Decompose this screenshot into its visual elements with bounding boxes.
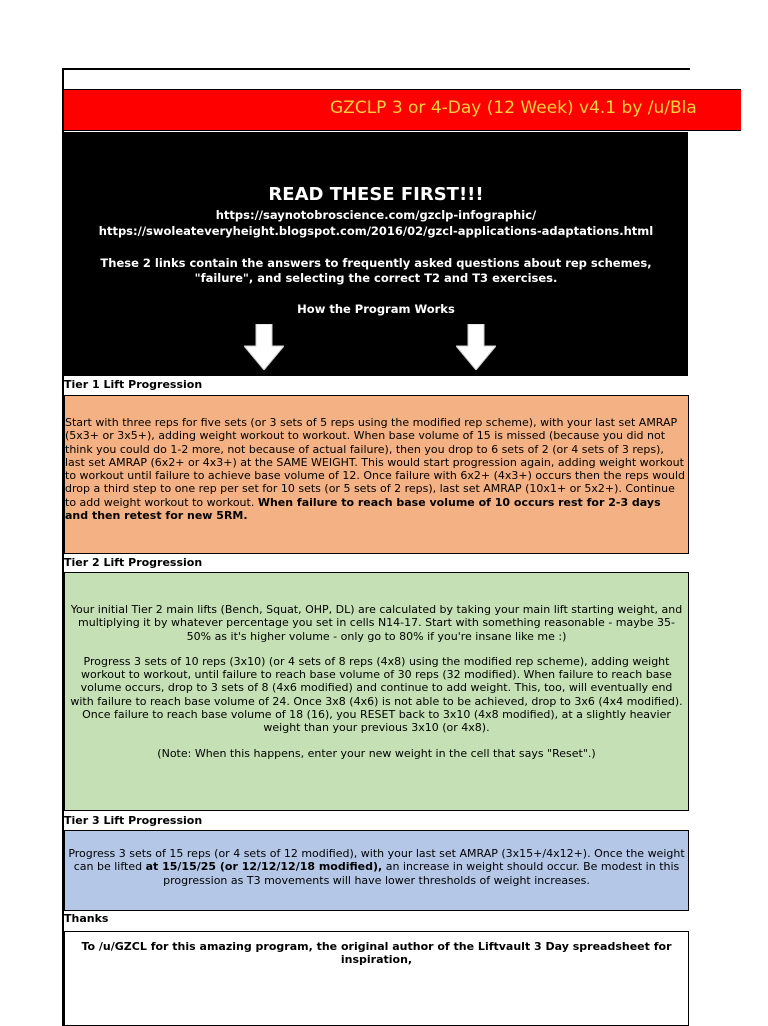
title-bar xyxy=(64,89,741,131)
infographic-link[interactable]: https://saynotobroscience.com/gzclp-infographic/ xyxy=(215,208,537,222)
tier1-description xyxy=(65,416,686,522)
tier1-bold-text: When failure to reach base volume of 10 occurs rest for 2-3 days and then retest for new 5RM. xyxy=(65,495,661,523)
tier3-description xyxy=(67,847,686,887)
tier2-paragraph-1: Your initial Tier 2 main lifts (Bench, Squat, OHP, DL) are calculated by taking your main lift starting weight, and multiplying it by whatever percentage you set in cells N14-17. Start with something reasonable - maybe 35-50% as it's higher volume - only go to 80% if you're insane like me :) xyxy=(70,603,683,643)
tier3-progression-box xyxy=(64,830,689,911)
tier3-text-after: an increase in weight should occur. Be modest in this progression as T3 movements will have lower thresholds of weight increases. xyxy=(163,860,680,887)
tier1-progression-box xyxy=(64,395,689,554)
thanks-text: To /u/GZCL for this amazing program, the original author of the Liftvault 3 Day spreadsheet for inspiration, xyxy=(81,940,672,967)
tier1-text: Start with three reps for five sets (or 3 sets of 5 reps using the modified rep scheme), with your last set AMRAP (5x3+ or 3x5+), adding weight workout to workout. When base volume of 15 is missed (because you did not think you could do 1-2 more, not because of actual failure), then you drop to 6 sets of 2 (or 4 sets of 3 reps), last set AMRAP (6x2+ or 4x3+) at the SAME WEIGHT. This would start progression again, adding weight workout to workout until failure to achieve base volume of 12. Once failure with 6x2+ (4x3+) occurs then the reps would drop a third step to one rep per set for 10 sets (or 5 sets of 2 reps), last set AMRAP (10x1+ or 5x2+). Continue to add weight workout to workout. xyxy=(65,416,685,509)
tier3-label: Tier 3 Lift Progression xyxy=(64,814,203,827)
tier2-label: Tier 2 Lift Progression xyxy=(64,556,203,569)
thanks-box xyxy=(64,931,689,1026)
program-title: GZCLP 3 or 4-Day (12 Week) v4.1 by /u/Bla xyxy=(330,98,697,118)
tier2-note: (Note: When this happens, enter your new weight in the cell that says "Reset".) xyxy=(157,746,596,760)
intro-block xyxy=(64,132,688,376)
tier3-text-before: Progress 3 sets of 15 reps (or 4 sets of 12 modified), with your last set AMRAP (3x15+/4x12+). Once the weight can be lifted xyxy=(68,847,685,874)
tier2-paragraph-2: Progress 3 sets of 10 reps (3x10) (or 4 sets of 8 reps (4x8) using the modified rep scheme), adding weight workout to workout, until failure to reach base volume of 30 reps (32 modified). When failure to reach base volume occurs, drop to 3 sets of 8 (4x6 modified) and continue to add weight. This, too, will eventually end with failure to reach base volume of 24. Once 3x8 (4x6) is not able to be achieved, drop to 3x6 (4x4 modified). Once failure to reach base volume of 18 (16), you RESET back to 3x10 (4x8 modified), at a slightly heavier weight than your previous 3x10 (or 4x8). xyxy=(70,654,683,735)
tier1-label: Tier 1 Lift Progression xyxy=(64,378,203,391)
adaptations-link[interactable]: https://swoleateveryheight.blogspot.com/2016/02/gzcl-applications-adaptations.html xyxy=(98,224,654,238)
tier2-progression-box xyxy=(64,572,689,811)
spreadsheet-page xyxy=(62,68,697,1026)
read-first-heading: READ THESE FIRST!!! xyxy=(268,184,484,205)
links-description: These 2 links contain the answers to frequently asked questions about rep schemes, "failure", and selecting the correct T2 and T3 exercises. xyxy=(100,256,652,285)
tier3-bold-text: at 15/15/25 (or 12/12/12/18 modified), xyxy=(145,860,383,874)
down-arrow-icon xyxy=(244,324,284,370)
down-arrow-icon xyxy=(456,324,496,370)
how-program-works-heading: How the Program Works xyxy=(297,302,455,316)
thanks-label: Thanks xyxy=(64,912,109,925)
